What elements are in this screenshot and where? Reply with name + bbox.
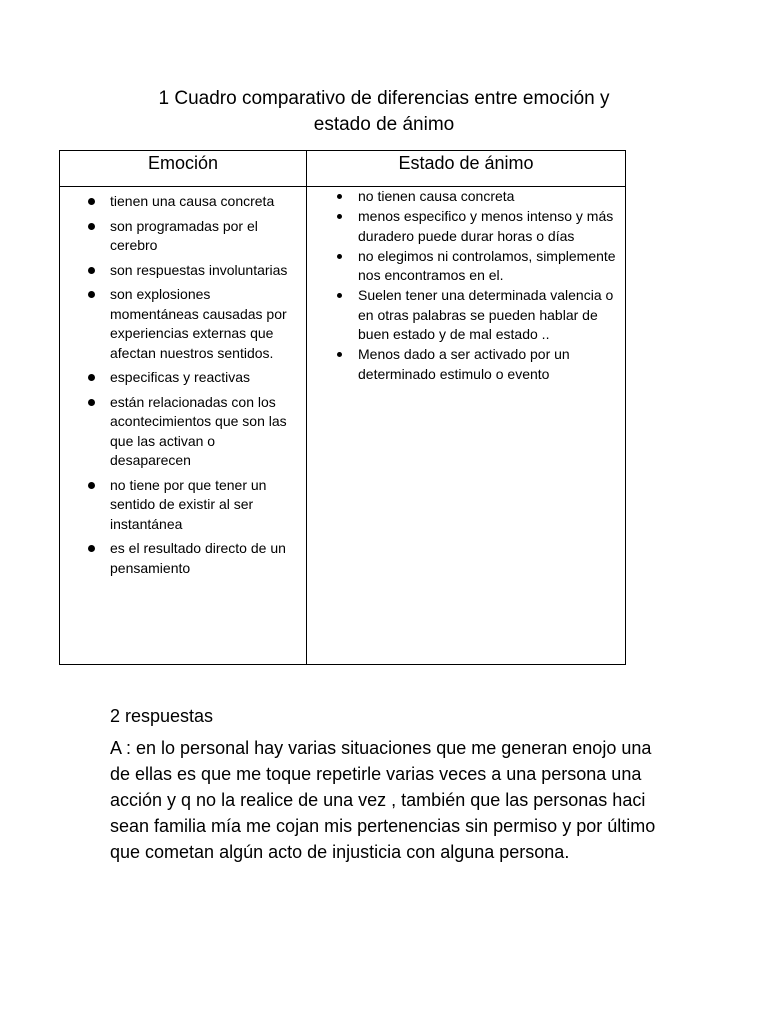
bullet-icon [88, 198, 95, 205]
list-item [60, 539, 305, 578]
document-title [60, 86, 708, 138]
list-item-text: están relacionadas con los acontecimientos que son las que las activan o desaparecen [110, 393, 287, 468]
estado-de-animo-list [307, 187, 625, 385]
list-item-text: no tienen causa concreta [358, 188, 515, 204]
list-item-text: no elegimos ni controlamos, simplemente nos encontramos en el. [358, 247, 616, 283]
list-item-text: tienen una causa concreta [110, 193, 275, 209]
list-item-text: Menos dado a ser activado por un determinado estimulo o evento [358, 346, 570, 382]
list-item [307, 345, 625, 384]
list-item [60, 261, 305, 281]
list-item [307, 207, 625, 246]
bullet-icon [337, 194, 342, 199]
answers-section [110, 705, 670, 865]
list-item [307, 247, 625, 286]
list-item [60, 393, 305, 471]
bullet-icon [337, 293, 342, 298]
list-item [60, 476, 305, 535]
bullet-icon [88, 545, 95, 552]
header-estado-de-animo: Estado de ánimo [398, 153, 534, 173]
bullet-icon [88, 399, 95, 406]
list-item [60, 192, 305, 212]
bullet-icon [337, 254, 342, 259]
list-item-text: son respuestas involuntarias [110, 261, 288, 278]
bullet-icon [337, 214, 342, 219]
list-item [60, 285, 305, 363]
bullet-icon [88, 291, 95, 298]
list-item-text: son explosiones momentáneas causadas por experiencias externas que afectan nuestros sentidos. [110, 286, 287, 361]
bullet-icon [88, 267, 95, 274]
emocion-list [60, 192, 305, 583]
list-item-text: son programadas por el cerebro [110, 217, 258, 253]
title-line-2: estado de ánimo [313, 114, 455, 135]
section-heading: 2 respuestas [110, 706, 214, 726]
list-item [307, 187, 625, 207]
list-item-text: Suelen tener una determinada valencia o en otras palabras se pueden hablar de buen estado y de mal estado .. [358, 287, 614, 342]
list-item-text: especificas y reactivas [110, 369, 251, 385]
list-item [307, 286, 625, 345]
answer-paragraph: A : en lo personal hay varias situaciones que me generan enojo una de ellas es que me toque repetirle varias veces a una persona una acción y q no la realice de una vez , también que las personas haci sean familia mía me cojan mis pertenencias sin permiso y por último que cometan algún acto de injusticia con alguna persona. [110, 738, 656, 862]
list-item-text: no tiene por que tener un sentido de existir al ser instantánea [110, 476, 267, 532]
list-item [60, 217, 305, 256]
bullet-icon [337, 352, 342, 357]
bullet-icon [88, 482, 95, 489]
list-item [60, 368, 305, 388]
title-line-1: 1 Cuadro comparativo de diferencias entre emoción y [158, 88, 610, 109]
bullet-icon [88, 374, 95, 381]
comparison-table [59, 150, 626, 665]
list-item-text: menos especifico y menos intenso y más duradero puede durar horas o días [358, 208, 614, 244]
list-item-text: es el resultado directo de un pensamiento [110, 540, 286, 576]
header-emocion: Emoción [147, 153, 219, 173]
bullet-icon [88, 223, 95, 230]
